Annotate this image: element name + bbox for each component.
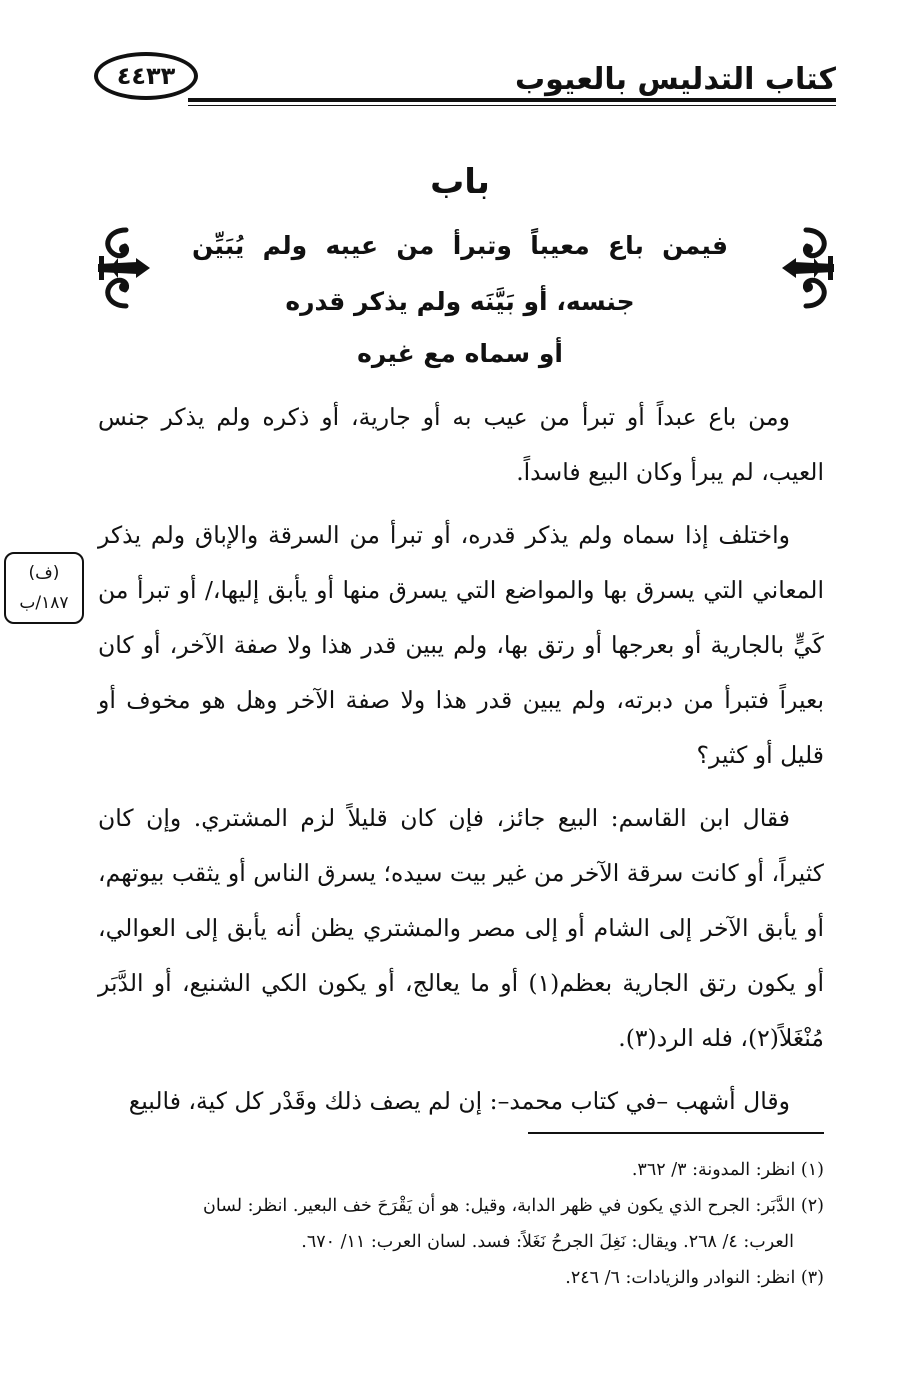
header-rule [188,98,836,102]
footnotes [88,1152,824,1296]
running-header [88,40,836,110]
folio-siglum: (ف) [28,563,60,583]
running-title: كتاب التدليس بالعيوب [515,62,836,97]
page-number-frame [94,52,198,100]
manuscript-folio-note [4,552,84,624]
paragraph: ومن باع عبداً أو تبرأ من عيب به أو جارية، أو ذكره ولم يذكر جنس العيب، لم يبرأ وكان البيع فاسداً. [98,403,824,486]
footnote: (٣) انظر: النوادر والزيادات: ٦/ ٢٤٦. [565,1268,824,1288]
chapter-label: باب [430,162,490,202]
chapter-title-last-line: أو سماه مع غيره [357,339,563,368]
footnote-continuation: العرب: ٤/ ٢٦٨. ويقال: نَغِلَ الجرحُ نَغَلاً: فسد. لسان العرب: ١١/ ٦٧٠. [301,1232,794,1252]
paragraph: واختلف إذا سماه ولم يذكر قدره، أو تبرأ من السرقة والإباق ولم يذكر المعاني التي يسرق بها والمواضع التي يسرق منها أو يأبق إليها،/ أو تبرأ من كَيٍّ بالجارية أو بعرجها أو رتق بها، ولم يبين قدر هذا ولا صفة الآخر، أو كان بعيراً فتبرأ من دبرته، ولم يبين قدر هذا ولا صفة الآخر وهل هو مخوف أو قليل أو كثير؟ [98,521,824,769]
footnote: (١) انظر: المدونة: ٣/ ٣٦٢. [631,1160,824,1180]
footnote-separator [528,1132,824,1134]
chapter-title: فيمن باع معيباً وتبرأ من عيبه ولم يُبَيِّن جنسه، أو بَيَّنَه ولم يذكر قدره [192,231,728,316]
header-rule-thin [188,105,836,106]
page-number: ٤٤٣٣ [116,62,176,90]
paragraph: فقال ابن القاسم: البيع جائز، فإن كان قليلاً لزم المشتري. وإن كان كثيراً، أو كانت سرقة الآخر من غير بيت سيده؛ يسرق الناس أو يثقب بيوتهم، أو يأبق الآخر إلى الشام أو إلى مصر والمشتري يظن أنه يأبق إلى العوالي، أو يكون رتق الجارية بعظم(١) أو ما يعالج، أو يكون الكي الشنيع، أو الدَّبَر مُنْغَلاً(٢)، فله الرد(٣). [98,804,824,1052]
footnote: (٢) الدَّبَر: الجرح الذي يكون في ظهر الدابة، وقيل: هو أن يَقْرَحَ خف البعير. انظر: لسان [202,1196,824,1216]
floral-ornament-icon [94,222,158,314]
paragraph: وقال أشهب –في كتاب محمد–: إن لم يصف ذلك وقَدْر كل كية، فالبيع [128,1087,790,1115]
body-text [98,390,824,1137]
floral-ornament-icon [774,222,838,314]
folio-number: ١٨٧/ب [19,593,69,613]
